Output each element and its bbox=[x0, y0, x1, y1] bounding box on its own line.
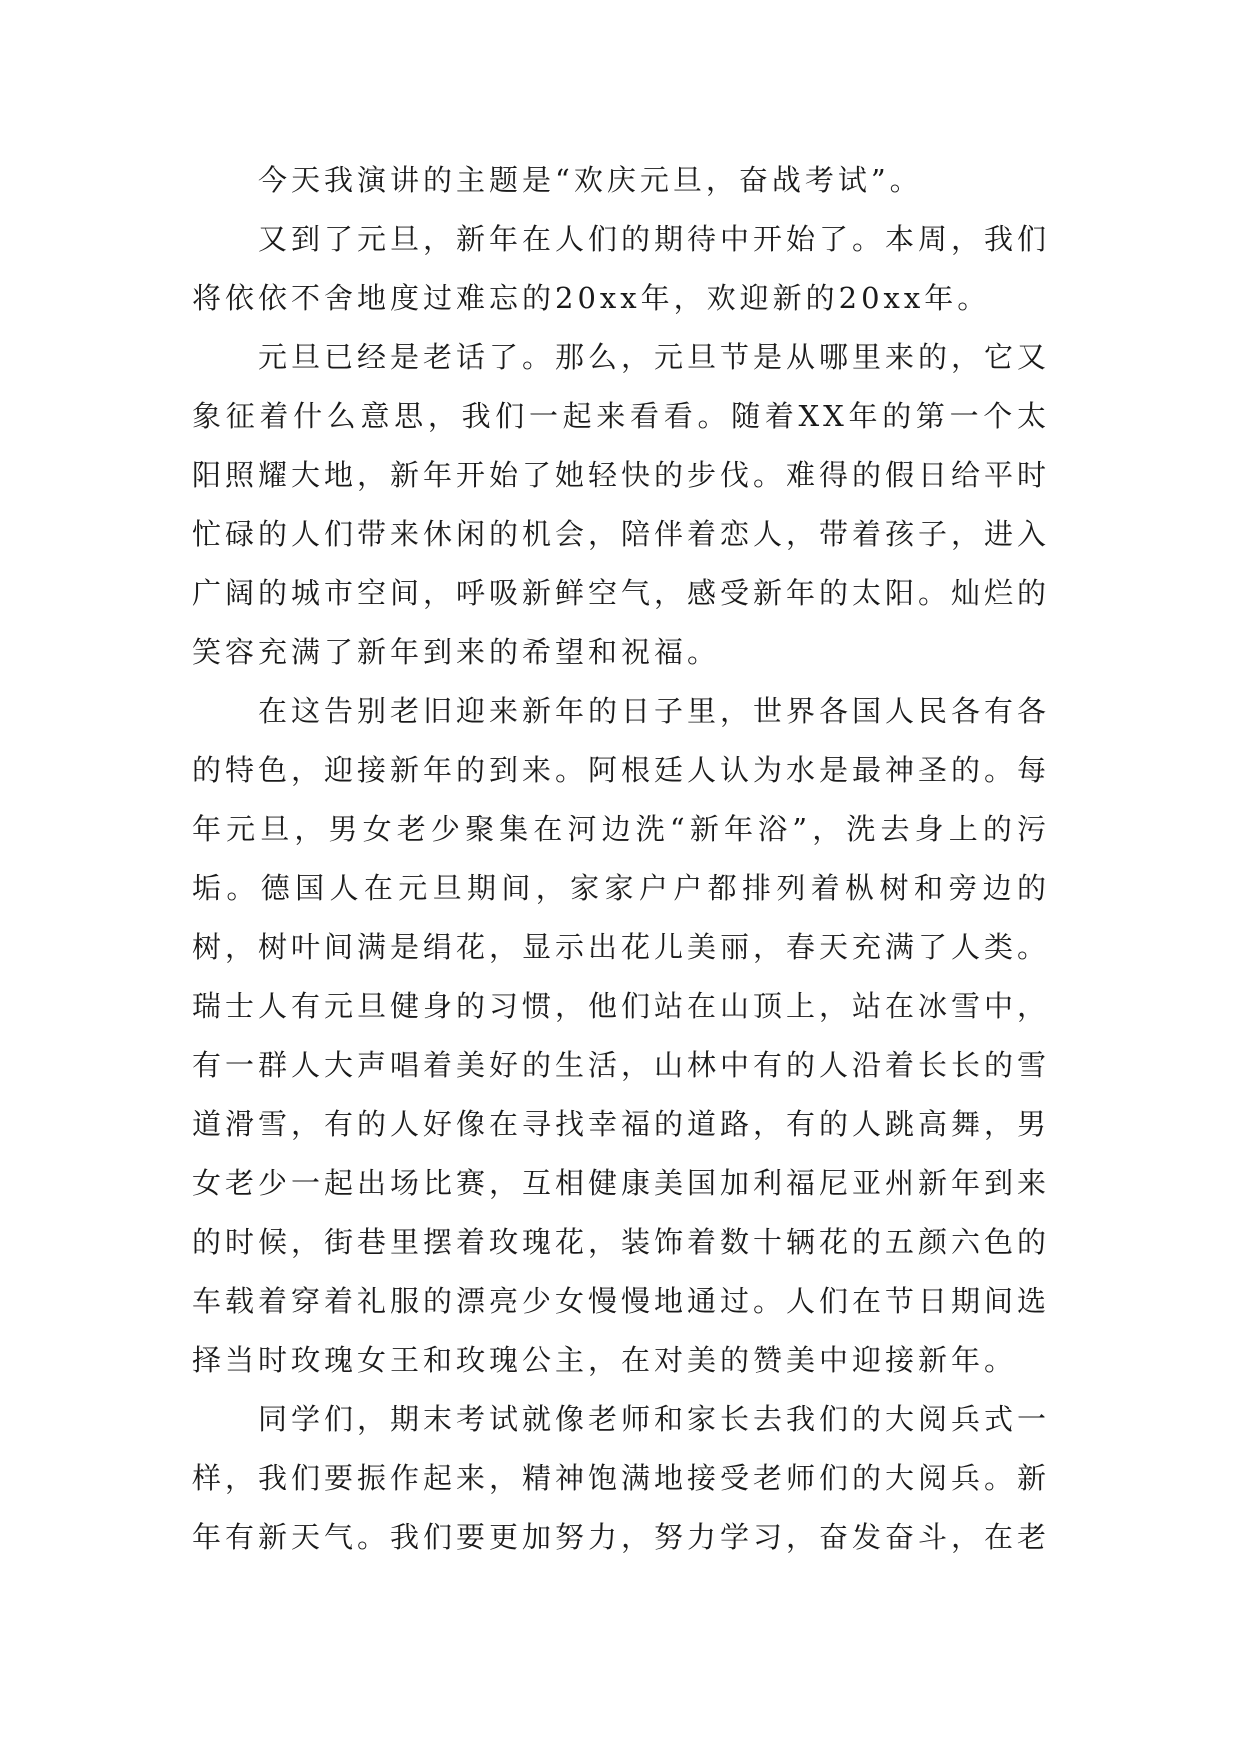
paragraph-topic: 今天我演讲的主题是“欢庆元旦，奋战考试”。 bbox=[258, 163, 923, 197]
paragraph-final-exams: 同学们，期末考试就像老师和家长去我们的大阅兵式一样，我们要振作起来，精神饱满地接受老师们的大阅兵。新年有新天气。我们要更加努力，努力学习，奋发奋斗，在老 bbox=[192, 1402, 1051, 1554]
paragraph-world-customs: 在这告别老旧迎来新年的日子里，世界各国人民各有各的特色，迎接新年的到来。阿根廷人认为水是最神圣的。每年元旦，男女老少聚集在河边洗“新年浴”，洗去身上的污垢。德国人在元旦期间，家家户户都排列着枞树和旁边的树，树叶间满是绢花，显示出花儿美丽，春天充满了人类。瑞士人有元旦健身的习惯，他们站在山顶上，站在冰雪中，有一群人大声唱着美好的生活，山林中有的人沿着长长的雪道滑雪，有的人好像在寻找幸福的道路，有的人跳高舞，男女老少一起出场比赛，互相健康美国加利福尼亚州新年到来的时候，街巷里摆着玫瑰花，装饰着数十辆花的五颜六色的车载着穿着礼服的漂亮少女慢慢地通过。人们在节日期间选择当时玫瑰女王和玫瑰公主，在对美的赞美中迎接新年。 bbox=[192, 694, 1051, 1377]
document-body bbox=[192, 151, 1050, 1567]
paragraph-origin-of-new-year: 元旦已经是老话了。那么，元旦节是从哪里来的，它又象征着什么意思，我们一起来看看。随着XX年的第一个太阳照耀大地，新年开始了她轻快的步伐。难得的假日给平时忙碌的人们带来休闲的机会，陪伴着恋人，带着孩子，进入广阔的城市空间，呼吸新鲜空气，感受新年的太阳。灿烂的笑容充满了新年到来的希望和祝福。 bbox=[192, 340, 1051, 669]
paragraph-new-year-arrives: 又到了元旦，新年在人们的期待中开始了。本周，我们将依依不舍地度过难忘的20xx年，欢迎新的20xx年。 bbox=[192, 222, 1051, 315]
